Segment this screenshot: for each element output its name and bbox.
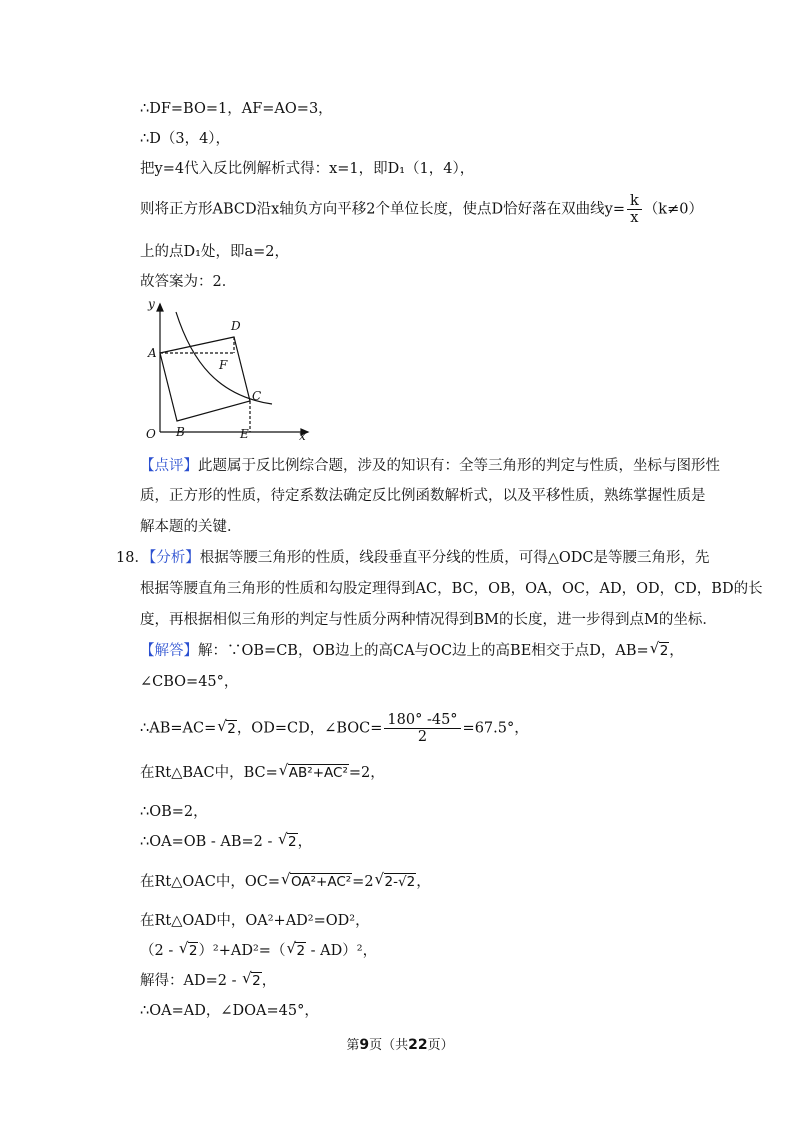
sqrt: √ 2 [295, 942, 306, 959]
label-e: E [240, 427, 249, 441]
label-o: O [146, 427, 156, 441]
label-x: x [299, 429, 306, 443]
label-c: C [252, 389, 262, 403]
sqrt: √ AB²+AC² [288, 764, 349, 781]
page-footer [0, 1034, 800, 1053]
label-f: F [219, 358, 228, 372]
text-line [140, 872, 431, 892]
text-span: ， [261, 973, 277, 989]
fraction-numerator: k [627, 193, 642, 210]
text-line [116, 548, 709, 568]
text-line [140, 941, 377, 961]
text-span: ， [297, 834, 313, 850]
text-span: 此题属于反比例综合题，涉及的知识有：全等三角形的判定与性质，坐标与图形性 [198, 458, 720, 474]
text-span: （2 - [140, 943, 178, 959]
sqrt: √ 2 [226, 720, 237, 737]
fraction [627, 193, 642, 226]
text-span: =2 [352, 874, 374, 890]
text-span: ， [416, 874, 431, 890]
text-line [140, 971, 276, 991]
fraction-numerator: 180° -45° [384, 712, 460, 729]
text-line [140, 193, 703, 226]
text-line: 故答案为：2． [140, 274, 237, 290]
sqrt: √ 2 [287, 833, 298, 850]
text-span: - AD）²， [306, 943, 378, 959]
text-line: ∠CBO=45°， [140, 674, 239, 690]
text-line: ∴DF=BO=1，AF=AO=3， [140, 101, 333, 117]
text-span: 解得：AD=2 - [140, 973, 242, 989]
text-line [140, 456, 720, 476]
y-axis-arrow [157, 304, 163, 311]
text-span: ∴AB=AC= [140, 720, 217, 737]
comment-tag: 【点评】 [140, 458, 198, 474]
text-span: ∴OA=OB - AB=2 - [140, 834, 278, 850]
text-line: 质，正方形的性质，待定系数法确定反比例函数解析式，以及平移性质，熟练掌握性质是 [140, 488, 706, 504]
footer-text: 页（共 [369, 1038, 409, 1053]
sqrt: √ 2 [251, 972, 262, 989]
text-span: （k≠0） [643, 201, 703, 218]
text-line [140, 832, 312, 852]
answer-tag: 【解答】 [140, 643, 198, 659]
text-line: 根据等腰直角三角形的性质和勾股定理得到AC，BC，OB，OA，OC，AD，OD，CD，BD的长 [140, 581, 763, 597]
label-a: A [148, 346, 157, 360]
text-line [140, 641, 684, 661]
text-span: 根据等腰三角形的性质，线段垂直平分线的性质，可得△ODC是等腰三角形，先 [199, 550, 710, 566]
text-span: =67.5°， [462, 720, 529, 737]
text-line: 上的点D₁处，即a=2， [140, 244, 289, 260]
text-span: ， [669, 643, 684, 659]
page-total: 22 [408, 1037, 428, 1053]
label-d: D [231, 319, 241, 333]
analysis-tag: 【分析】 [148, 550, 200, 566]
text-line: 度，再根据相似三角形的判定与性质分两种情况得到BM的长度，进一步得到点M的坐标． [140, 612, 717, 628]
text-span: ）²+AD²=（ [198, 943, 286, 959]
text-span: 则将正方形ABCD沿x轴负方向平移2个单位长度，使点D恰好落在双曲线y= [140, 201, 625, 218]
text-line: ∴D（3，4）， [140, 131, 231, 147]
text-line: 在Rt△OAD中，OA²+AD²=OD²， [140, 913, 370, 929]
square-abcd [160, 337, 250, 421]
text-line: 解本题的关键． [140, 519, 242, 535]
geometry-figure [140, 292, 320, 444]
question-number: 18． [116, 550, 149, 566]
page-number: 9 [359, 1037, 370, 1053]
text-span: 在Rt△OAC中，OC= [140, 874, 280, 890]
text-span: ，OD=CD，∠BOC= [236, 720, 383, 737]
sqrt: √ 2 [659, 642, 670, 659]
text-line [140, 712, 529, 745]
label-b: B [176, 425, 185, 439]
fraction [384, 712, 460, 745]
text-line: ∴OB=2， [140, 804, 208, 820]
text-line [140, 763, 385, 783]
text-line: ∴OA=AD，∠DOA=45°， [140, 1003, 319, 1019]
sqrt: √ 2-√2 [384, 873, 417, 890]
fraction-denominator: x [630, 210, 639, 226]
text-line: 把y=4代入反比例解析式得：x=1，即D₁（1，4）， [140, 161, 475, 177]
sqrt: √ OA²+AC² [290, 873, 352, 890]
footer-text: 第 [346, 1038, 360, 1053]
text-span: 在Rt△BAC中，BC= [140, 765, 278, 781]
text-span: =2， [348, 765, 385, 781]
label-y: y [148, 297, 155, 311]
text-span: 解：∵OB=CB，OB边上的高CA与OC边上的高BE相交于点D，AB= [198, 643, 649, 659]
sqrt: √ 2 [188, 942, 199, 959]
fraction-denominator: 2 [417, 729, 428, 745]
footer-text: 页） [427, 1038, 454, 1053]
